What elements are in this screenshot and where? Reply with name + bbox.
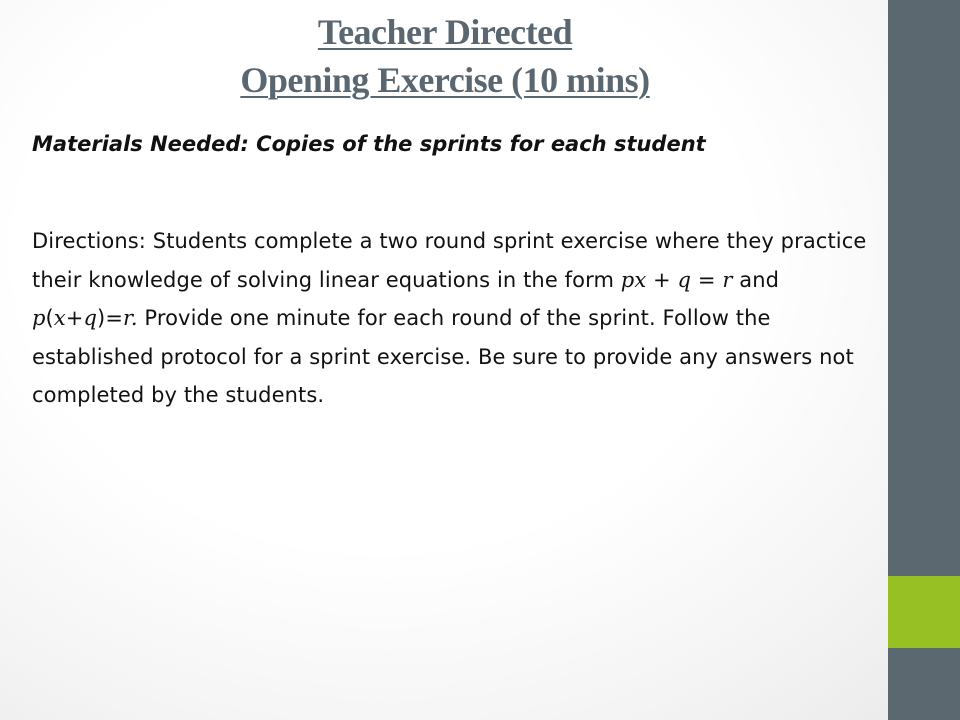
math-open-paren: ( [45, 306, 54, 330]
math-px: px [620, 267, 647, 292]
directions-paragraph [32, 222, 872, 415]
math-equals: = [691, 267, 723, 292]
math-plus: + [646, 267, 678, 292]
math-q: q [677, 267, 692, 292]
materials-needed: Materials Needed: Copies of the sprints for each student [32, 132, 706, 156]
slide-title [30, 8, 860, 104]
directions-and: and [732, 267, 780, 292]
math-r: r [722, 267, 733, 292]
math-r-2: r. [123, 306, 138, 330]
title-line-2: Opening Exercise (10 mins) [240, 60, 650, 100]
math-x: x [53, 306, 66, 330]
directions-rest: Provide one minute for each round of the sprint. Follow the established protocol for a sprint exercise. Be sure to provide any answers not completed by the students. [32, 306, 854, 407]
math-close-equals: )= [97, 306, 124, 330]
math-plus-2: + [65, 306, 84, 330]
math-p: p [32, 306, 46, 330]
title-line-1: Teacher Directed [317, 12, 573, 52]
accent-block [888, 576, 960, 648]
directions-intro: Directions: Students complete a two round sprint exercise where they practice their knowledge of solving linear equations in the form [32, 229, 867, 292]
math-q-2: q [83, 306, 98, 330]
